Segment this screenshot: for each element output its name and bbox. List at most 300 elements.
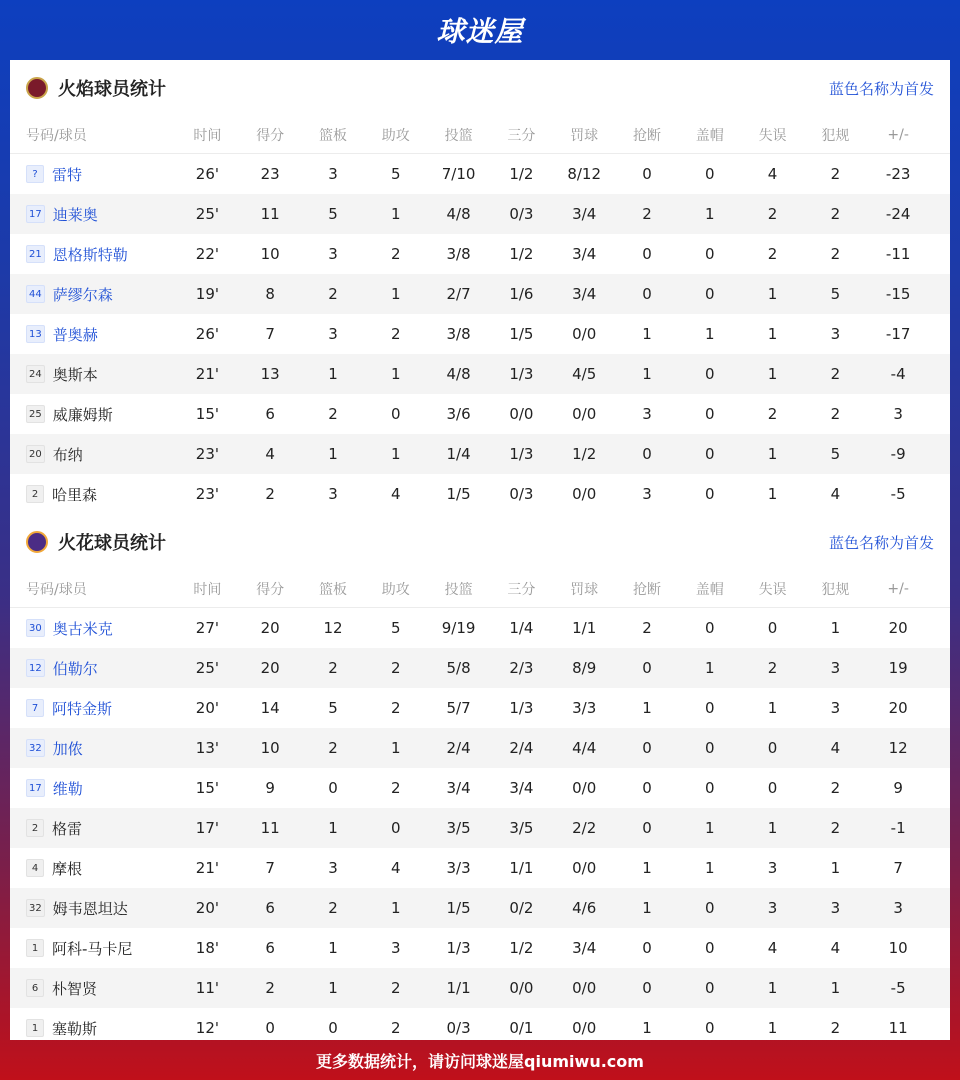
stat-cell: 1 <box>391 899 401 917</box>
player-row[interactable] <box>10 194 950 234</box>
player-name-link[interactable]: 威廉姆斯 <box>52 405 113 424</box>
column-header: 三分 <box>507 127 536 144</box>
stat-cell: 0/0 <box>572 1019 597 1037</box>
stat-cell: 2 <box>328 899 338 917</box>
stat-cell: 3/6 <box>446 405 471 423</box>
stat-cell: 0 <box>642 245 652 263</box>
player-row[interactable] <box>10 768 950 808</box>
stat-cell: -23 <box>885 165 911 183</box>
stat-cell: 2/2 <box>572 819 597 837</box>
stat-cell: 0/3 <box>446 1019 471 1037</box>
stat-cell: 0 <box>705 445 715 463</box>
stat-cell: 1 <box>391 365 401 383</box>
player-row[interactable] <box>10 648 950 688</box>
player-cell <box>10 284 176 305</box>
stat-cell: 2 <box>391 1019 401 1037</box>
stat-cell: 14 <box>260 699 280 717</box>
stat-cell: 0 <box>705 779 715 797</box>
stat-cell: 13' <box>195 739 219 757</box>
stat-cell: 1/5 <box>446 485 471 503</box>
stat-cell: 1/2 <box>509 939 534 957</box>
stat-cell: 2 <box>830 205 841 223</box>
stat-cell: 2 <box>767 245 778 263</box>
jersey-number-badge: 13 <box>26 325 45 343</box>
team-section-header <box>10 60 950 116</box>
stat-cell: 0/1 <box>509 1019 534 1037</box>
stat-cell: 0 <box>767 779 778 797</box>
stat-cell: 0/0 <box>572 485 597 503</box>
stat-cell: -4 <box>890 365 906 383</box>
stat-cell: 20 <box>888 619 908 637</box>
stat-cell: 1 <box>830 619 841 637</box>
stat-cell: 5/8 <box>446 659 471 677</box>
stat-cell: 1 <box>328 939 338 957</box>
stat-cell: 1/2 <box>572 445 597 463</box>
stat-cell: 1 <box>830 979 841 997</box>
player-cell <box>10 898 176 919</box>
player-name-link[interactable]: 恩格斯特勒 <box>52 245 128 264</box>
stat-cell: 1 <box>830 859 841 877</box>
stat-cell: 0 <box>391 819 401 837</box>
stat-cell: 2 <box>830 245 841 263</box>
stat-cell: 19 <box>888 659 908 677</box>
stat-cell: 1 <box>767 365 778 383</box>
stat-cell: 5 <box>391 619 401 637</box>
stat-cell: 21' <box>195 365 219 383</box>
player-name-link[interactable]: 塞勒斯 <box>52 1019 98 1038</box>
stat-cell: 10 <box>260 245 280 263</box>
player-row[interactable] <box>10 434 950 474</box>
stat-cell: 23' <box>195 445 219 463</box>
jersey-number-badge: 30 <box>26 619 45 637</box>
stat-cell: 12' <box>195 1019 219 1037</box>
column-header: 篮板 <box>318 581 347 598</box>
player-cell <box>10 858 176 879</box>
stat-cell: 6 <box>265 899 275 917</box>
stat-cell: 2 <box>328 405 338 423</box>
stat-cell: 23 <box>260 165 280 183</box>
jersey-number-badge: 2 <box>26 819 44 837</box>
stat-cell: 3/4 <box>446 779 471 797</box>
player-row[interactable] <box>10 608 950 648</box>
player-name-link[interactable]: 格雷 <box>52 819 83 838</box>
stat-cell: 0/3 <box>509 485 534 503</box>
stat-cell: -5 <box>890 485 906 503</box>
team-logo-icon <box>26 77 48 99</box>
player-name-link[interactable]: 姆韦恩坦达 <box>52 899 128 918</box>
jersey-number-badge: 24 <box>26 365 45 383</box>
player-row[interactable] <box>10 688 950 728</box>
stat-cell: 3 <box>830 659 841 677</box>
stat-cell: 0 <box>328 779 338 797</box>
stat-cell: -5 <box>890 979 906 997</box>
stat-cell: 3 <box>893 899 903 917</box>
column-header: 得分 <box>256 581 285 598</box>
column-header: 助攻 <box>381 581 410 598</box>
player-name-link[interactable]: 伯勒尔 <box>52 659 98 678</box>
stat-cell: 21' <box>195 859 219 877</box>
stat-cell: 27' <box>195 619 219 637</box>
stat-cell: 0 <box>642 739 652 757</box>
stat-cell: 4/8 <box>446 365 471 383</box>
stat-cell: 5 <box>328 205 338 223</box>
stat-cell: 1 <box>767 699 778 717</box>
stat-cell: 5 <box>830 285 841 303</box>
stat-cell: 1 <box>767 819 778 837</box>
stat-cell: 10 <box>888 939 908 957</box>
stat-cell: 0 <box>705 979 715 997</box>
stat-cell: 1 <box>705 325 715 343</box>
stat-cell: 2 <box>391 699 401 717</box>
player-row[interactable] <box>10 888 950 928</box>
stat-cell: 11 <box>260 205 280 223</box>
stat-cell: 5 <box>391 165 401 183</box>
stats-card <box>10 60 950 1040</box>
stat-cell: 3/5 <box>446 819 471 837</box>
stat-cell: 2 <box>265 485 275 503</box>
jersey-number-badge: ? <box>26 165 44 183</box>
stat-cell: 1 <box>767 979 778 997</box>
stat-cell: 9 <box>893 779 903 797</box>
stat-cell: 0 <box>705 699 715 717</box>
stat-cell: 2 <box>830 405 841 423</box>
stat-cell: 3/4 <box>509 779 534 797</box>
stat-cell: 26' <box>195 325 219 343</box>
stat-cell: 1/5 <box>446 899 471 917</box>
stat-cell: 3 <box>391 939 401 957</box>
player-name-link[interactable]: 维勒 <box>52 779 83 798</box>
stat-cell: 1 <box>705 859 715 877</box>
stat-cell: 1 <box>328 365 338 383</box>
stat-cell: 4 <box>830 939 841 957</box>
stat-cell: 2 <box>328 659 338 677</box>
stat-cell: 2 <box>391 779 401 797</box>
player-row[interactable] <box>10 154 950 194</box>
column-header: 犯规 <box>821 127 850 144</box>
team-name: 火焰球员统计 <box>58 79 166 100</box>
column-header: 号码/球员 <box>26 127 87 144</box>
column-header: 投篮 <box>444 581 473 598</box>
stat-cell: 10 <box>260 739 280 757</box>
stat-cell: 1 <box>642 1019 652 1037</box>
stat-cell: 4 <box>391 485 401 503</box>
stat-cell: 4 <box>265 445 275 463</box>
stat-cell: 8/12 <box>567 165 602 183</box>
column-header: 篮板 <box>318 127 347 144</box>
stat-cell: 0/0 <box>572 405 597 423</box>
jersey-number-badge: 25 <box>26 405 45 423</box>
stat-cell: 2 <box>328 739 338 757</box>
stat-cell: 1 <box>705 819 715 837</box>
player-row[interactable] <box>10 234 950 274</box>
stat-cell: 11 <box>888 1019 908 1037</box>
player-cell <box>10 324 176 345</box>
column-header: 时间 <box>193 127 222 144</box>
stat-cell: 1/4 <box>446 445 471 463</box>
stat-cell: 7 <box>265 859 275 877</box>
stat-cell: 3/8 <box>446 325 471 343</box>
jersey-number-badge: 32 <box>26 899 45 917</box>
player-name-link[interactable]: 普奥赫 <box>52 325 98 344</box>
footer-banner[interactable]: 更多数据统计，请访问球迷屋qiumiwu.com <box>316 1051 644 1071</box>
stat-cell: 3 <box>328 165 338 183</box>
player-cell <box>10 778 176 799</box>
stat-cell: 3/5 <box>509 819 534 837</box>
player-name-link[interactable]: 布纳 <box>52 445 83 464</box>
stat-cell: 3 <box>767 859 778 877</box>
stat-cell: 2 <box>265 979 275 997</box>
stat-cell: 6 <box>265 405 275 423</box>
stat-cell: 20 <box>888 699 908 717</box>
player-name-link[interactable]: 奥斯本 <box>52 365 98 384</box>
starter-legend-note: 蓝色名称为首发 <box>828 533 934 552</box>
stat-cell: 0/0 <box>572 859 597 877</box>
stat-cell: 1 <box>642 325 652 343</box>
player-cell <box>10 164 176 185</box>
column-header: 犯规 <box>821 581 850 598</box>
column-header: 助攻 <box>381 127 410 144</box>
stat-cell: 3 <box>328 485 338 503</box>
stat-cell: 22' <box>195 245 219 263</box>
stat-cell: 0 <box>705 939 715 957</box>
stat-cell: 6 <box>265 939 275 957</box>
player-name-link[interactable]: 萨缪尔森 <box>52 285 113 304</box>
stat-cell: 1 <box>642 899 652 917</box>
player-name-link[interactable]: 迪莱奥 <box>52 205 98 224</box>
stat-cell: -1 <box>890 819 906 837</box>
column-header: 抢断 <box>632 127 661 144</box>
team-name: 火花球员统计 <box>58 533 166 554</box>
stat-cell: 7 <box>893 859 903 877</box>
stat-cell: 1 <box>642 699 652 717</box>
stat-cell: 1 <box>767 285 778 303</box>
stat-cell: 1/2 <box>509 165 534 183</box>
stat-cell: 20 <box>260 619 280 637</box>
stat-cell: 0 <box>642 979 652 997</box>
player-row[interactable] <box>10 928 950 968</box>
stat-cell: 1/4 <box>509 619 534 637</box>
stat-cell: 12 <box>323 619 343 637</box>
player-name-link[interactable]: 朴智贤 <box>52 979 98 998</box>
stat-cell: 1 <box>391 739 401 757</box>
stat-cell: 2 <box>391 325 401 343</box>
stat-cell: -17 <box>885 325 911 343</box>
stat-cell: 2 <box>767 659 778 677</box>
stat-cell: 5/7 <box>446 699 471 717</box>
jersey-number-badge: 2 <box>26 485 44 503</box>
stat-cell: 2/7 <box>446 285 471 303</box>
stat-cell: 2 <box>391 245 401 263</box>
stat-cell: -15 <box>885 285 911 303</box>
jersey-number-badge: 32 <box>26 739 45 757</box>
stat-cell: 2 <box>830 819 841 837</box>
player-name-link[interactable]: 阿特金斯 <box>52 699 113 718</box>
column-header: 盖帽 <box>695 581 724 598</box>
player-cell <box>10 938 176 959</box>
stat-cell: 19' <box>195 285 219 303</box>
stat-cell: 4 <box>767 939 778 957</box>
stat-cell: 0 <box>642 285 652 303</box>
stat-cell: 4 <box>830 485 841 503</box>
player-cell <box>10 1018 176 1039</box>
stat-cell: 3/4 <box>572 939 597 957</box>
stat-cell: 3 <box>328 325 338 343</box>
stat-cell: 1/3 <box>509 699 534 717</box>
player-cell <box>10 444 176 465</box>
team-title <box>26 529 166 555</box>
player-row[interactable] <box>10 808 950 848</box>
column-header: 失误 <box>758 127 787 144</box>
stat-cell: 3/4 <box>572 245 597 263</box>
player-row[interactable] <box>10 274 950 314</box>
player-name-link[interactable]: 摩根 <box>52 859 83 878</box>
player-cell <box>10 484 176 505</box>
stat-cell: 0/0 <box>572 979 597 997</box>
jersey-number-badge: 17 <box>26 779 45 797</box>
team-section <box>10 60 950 514</box>
stat-cell: 3/8 <box>446 245 471 263</box>
player-row[interactable] <box>10 848 950 888</box>
player-name-link[interactable]: 加侬 <box>52 739 83 758</box>
stat-cell: 0 <box>705 285 715 303</box>
player-row[interactable] <box>10 474 950 514</box>
team-section-header <box>10 514 950 570</box>
stat-cell: 18' <box>195 939 219 957</box>
stat-cell: 0/2 <box>509 899 534 917</box>
stat-cell: 5 <box>328 699 338 717</box>
stat-cell: 8/9 <box>572 659 597 677</box>
stat-cell: 9 <box>265 779 275 797</box>
stat-cell: 1/1 <box>509 859 534 877</box>
stat-cell: 2 <box>830 1019 841 1037</box>
player-cell <box>10 618 176 639</box>
stat-cell: 2 <box>767 405 778 423</box>
stat-cell: 2 <box>830 365 841 383</box>
stat-cell: 0 <box>642 445 652 463</box>
jersey-number-badge: 20 <box>26 445 45 463</box>
stat-cell: 1 <box>642 365 652 383</box>
stat-cell: 3 <box>642 405 652 423</box>
stat-cell: 0 <box>391 405 401 423</box>
column-header: 抢断 <box>632 581 661 598</box>
stat-cell: 4/6 <box>572 899 597 917</box>
player-cell <box>10 698 176 719</box>
stat-cell: 0 <box>642 165 652 183</box>
stat-cell: 0 <box>705 165 715 183</box>
stat-cell: 20' <box>195 699 219 717</box>
player-row[interactable] <box>10 314 950 354</box>
team-logo-icon <box>26 531 48 553</box>
stat-cell: 15' <box>195 405 219 423</box>
stat-cell: 0 <box>642 779 652 797</box>
stat-cell: 2 <box>642 619 652 637</box>
jersey-number-badge: 6 <box>26 979 44 997</box>
stat-cell: 3 <box>767 899 778 917</box>
stat-cell: 1 <box>328 979 338 997</box>
jersey-number-badge: 44 <box>26 285 45 303</box>
player-row[interactable] <box>10 354 950 394</box>
player-cell <box>10 364 176 385</box>
stat-cell: 3/4 <box>572 205 597 223</box>
stat-cell: 20' <box>195 899 219 917</box>
stat-cell: 9/19 <box>441 619 476 637</box>
jersey-number-badge: 17 <box>26 205 45 223</box>
player-row[interactable] <box>10 968 950 1008</box>
stat-cell: 23' <box>195 485 219 503</box>
stat-cell: 1/2 <box>509 245 534 263</box>
stat-cell: 3/4 <box>572 285 597 303</box>
stat-cell: 3/3 <box>572 699 597 717</box>
player-name-link[interactable]: 阿科-马卡尼 <box>52 939 133 958</box>
brand-logo: 球迷屋 <box>436 15 524 48</box>
stat-cell: 17' <box>195 819 219 837</box>
player-cell <box>10 404 176 425</box>
player-cell <box>10 818 176 839</box>
stat-cell: 2/3 <box>509 659 534 677</box>
stat-cell: 2 <box>830 165 841 183</box>
stat-cell: 1/1 <box>446 979 471 997</box>
stat-cell: 0 <box>705 739 715 757</box>
column-header: 号码/球员 <box>26 581 87 598</box>
stat-cell: 0 <box>705 245 715 263</box>
table-header-row <box>10 570 950 608</box>
stat-cell: 1/5 <box>509 325 534 343</box>
stat-cell: 0/3 <box>509 205 534 223</box>
stat-cell: 4/4 <box>572 739 597 757</box>
stat-cell: 2/4 <box>509 739 534 757</box>
column-header: 投篮 <box>444 127 473 144</box>
stat-cell: 3 <box>328 859 338 877</box>
stat-cell: 3/3 <box>446 859 471 877</box>
player-row[interactable] <box>10 394 950 434</box>
stat-cell: 2/4 <box>446 739 471 757</box>
column-header: 罚球 <box>570 127 599 144</box>
team-section <box>10 514 950 1048</box>
stat-cell: 0 <box>642 939 652 957</box>
stat-cell: 3 <box>328 245 338 263</box>
starter-legend-note: 蓝色名称为首发 <box>828 79 934 98</box>
player-row[interactable] <box>10 728 950 768</box>
column-header: 失误 <box>758 581 787 598</box>
stat-cell: 11 <box>260 819 280 837</box>
stat-cell: 0/0 <box>509 979 534 997</box>
stat-cell: 0 <box>705 485 715 503</box>
stat-cell: 2 <box>767 205 778 223</box>
stat-cell: 1 <box>391 285 401 303</box>
stat-cell: 0 <box>265 1019 275 1037</box>
stat-cell: 0 <box>767 619 778 637</box>
stat-cell: 4 <box>767 165 778 183</box>
player-name-link[interactable]: 奥古米克 <box>52 619 113 638</box>
stat-cell: 0 <box>767 739 778 757</box>
stat-cell: 25' <box>195 205 219 223</box>
stat-cell: 4/5 <box>572 365 597 383</box>
stat-cell: 7/10 <box>441 165 476 183</box>
column-header: 三分 <box>507 581 536 598</box>
stat-cell: 0 <box>705 365 715 383</box>
player-cell <box>10 978 176 999</box>
stat-cell: 0 <box>642 659 652 677</box>
stat-cell: 20 <box>260 659 280 677</box>
player-name-link[interactable]: 雷特 <box>52 165 83 184</box>
stat-cell: 2 <box>830 779 841 797</box>
team-title <box>26 75 166 101</box>
column-header: 得分 <box>256 127 285 144</box>
stat-cell: 25' <box>195 659 219 677</box>
player-name-link[interactable]: 哈里森 <box>52 485 98 504</box>
stat-cell: 12 <box>888 739 908 757</box>
stat-cell: 3 <box>830 899 841 917</box>
